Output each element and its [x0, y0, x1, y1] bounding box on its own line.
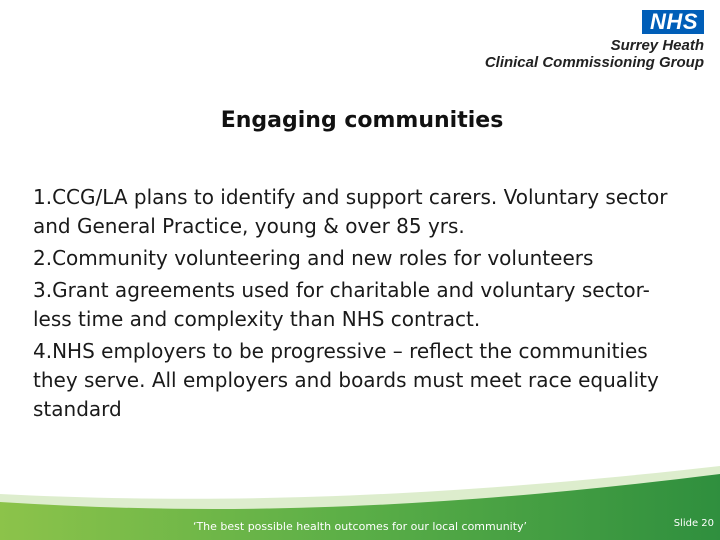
slide-title: Engaging communities — [220, 108, 504, 133]
footer-tagline: ‘The best possible health outcomes for our local community’ — [192, 520, 528, 533]
list-item: 3.Grant agreements used for charitable and voluntary sector- less time and complexity than NHS contract. — [33, 278, 650, 331]
slide-number: Slide 20 — [673, 518, 714, 529]
list-item: 2.Community volunteering and new roles for volunteers — [33, 246, 594, 270]
org-name-line1: Surrey Heath — [610, 37, 704, 54]
org-name-line2: Clinical Commissioning Group — [484, 54, 704, 71]
list-item: 4.NHS employers to be progressive – reflect the communities they serve. All employers and boards must meet race equality standard — [33, 339, 659, 421]
bullet-list — [33, 183, 692, 427]
nhs-badge: NHS — [642, 10, 704, 34]
list-item: 1.CCG/LA plans to identify and support carers. Voluntary sector and General Practice, young & over 85 yrs. — [33, 185, 668, 238]
nhs-logo — [485, 10, 704, 71]
